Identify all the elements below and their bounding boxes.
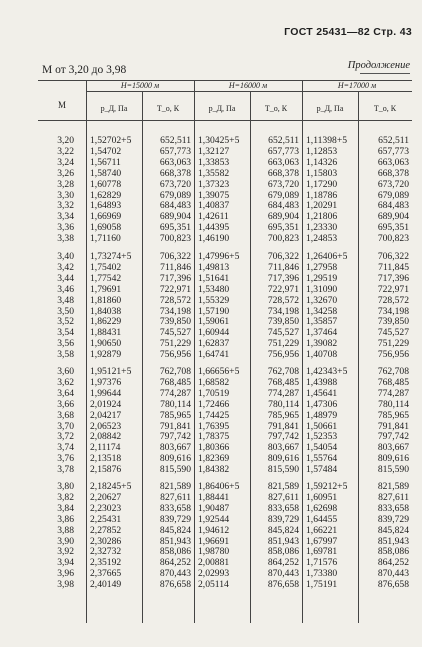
temperature-header: T_о, К bbox=[264, 104, 288, 113]
altitude-rule bbox=[86, 91, 412, 92]
temperature-header: T_о, К bbox=[156, 104, 180, 113]
pressure-cell: 1,86406+5 1,88441 1,90487 1,92544 1,94612 1,96691 1,98780 2,00881 2,02993 2,05114 bbox=[198, 481, 240, 591]
column-rule bbox=[142, 91, 143, 623]
mach-number-cell: 3,80 3,82 3,84 3,86 3,88 3,90 3,92 3,94 3,96 3,98 bbox=[57, 481, 74, 591]
mach-number-cell: 3,60 3,62 3,64 3,66 3,68 3,70 3,72 3,74 3,76 3,78 bbox=[57, 366, 74, 476]
atmosphere-table bbox=[38, 80, 412, 623]
temperature-cell: 821,589 827,611 833,658 839,729 845,824 851,943 858,086 864,252 870,443 876,658 bbox=[159, 481, 191, 591]
continuation-label: Продолжение bbox=[347, 60, 410, 71]
altitude-header: H=16000 м bbox=[228, 81, 268, 90]
temperature-cell: 706,322 711,845 717,396 722,971 728,572 734,198 739,850 745,527 751,229 756,956 bbox=[377, 251, 409, 361]
pressure-cell: 2,18245+5 2,20627 2,23023 2,25431 2,27852 2,30286 2,32732 2,35192 2,37665 2,40149 bbox=[90, 481, 132, 591]
temperature-cell: 762,708 768,485 774,287 780,114 785,965 791,841 797,742 803,667 809,616 815,590 bbox=[377, 366, 409, 476]
pressure-cell: 1,95121+5 1,97376 1,99644 2,01924 2,04217 2,06523 2,08842 2,11174 2,13518 2,15876 bbox=[90, 366, 132, 476]
temperature-cell: 821,589 827,611 833,658 839,729 845,824 851,943 858,086 864,252 870,443 876,658 bbox=[267, 481, 299, 591]
temperature-cell: 762,708 768,485 774,287 780,114 785,965 791,841 797,742 803,667 809,616 815,590 bbox=[267, 366, 299, 476]
temperature-cell: 821,589 827,611 833,658 839,729 845,824 851,943 858,086 864,252 870,443 876,658 bbox=[377, 481, 409, 591]
temperature-header: T_о, К bbox=[373, 104, 397, 113]
altitude-header: H=17000 м bbox=[337, 81, 377, 90]
temperature-cell: 706,322 711,846 717,396 722,971 728,572 734,198 739,850 745,527 751,229 756,956 bbox=[159, 251, 191, 361]
pressure-header: p_Д, Па bbox=[208, 104, 236, 113]
header-bottom-rule bbox=[38, 120, 412, 121]
column-rule bbox=[250, 91, 251, 623]
temperature-cell: 652,511 657,773 663,063 668,378 673,720 679,089 684,483 689,904 695,351 700,823 bbox=[159, 135, 191, 245]
mach-number-cell: 3,40 3,42 3,44 3,46 3,48 3,50 3,52 3,54 3,56 3,58 bbox=[57, 251, 74, 361]
continuation-underline bbox=[360, 73, 410, 74]
altitude-header: H=15000 м bbox=[120, 81, 160, 90]
pressure-cell: 1,47996+5 1,49813 1,51641 1,53480 1,55329 1,57190 1,59061 1,60944 1,62837 1,64741 bbox=[198, 251, 240, 361]
pressure-cell: 1,52702+5 1,54702 1,56711 1,58740 1,60778 1,62829 1,64893 1,66969 1,69058 1,71160 bbox=[90, 135, 132, 245]
temperature-cell: 652,511 657,773 663,063 668,378 673,720 679,089 684,483 689,904 695,351 700,823 bbox=[267, 135, 299, 245]
pressure-cell: 1,30425+5 1,32127 1,33853 1,35582 1,37323 1,39075 1,40837 1,42611 1,44395 1,46190 bbox=[198, 135, 240, 245]
pressure-cell: 1,59212+5 1,60951 1,62698 1,64455 1,66221 1,67997 1,69781 1,71576 1,73380 1,75191 bbox=[306, 481, 348, 591]
column-rule bbox=[358, 91, 359, 623]
column-rule bbox=[194, 80, 195, 623]
pressure-cell: 1,66656+5 1,68582 1,70519 1,72466 1,74425 1,76395 1,78375 1,80366 1,82369 1,84382 bbox=[198, 366, 240, 476]
page-header: ГОСТ 25431—82 Стр. 43 bbox=[284, 26, 412, 38]
mach-range-label: M от 3,20 до 3,98 bbox=[42, 64, 127, 76]
m-column-header: M bbox=[57, 100, 66, 110]
pressure-header: p_Д, Па bbox=[316, 104, 344, 113]
column-rule bbox=[302, 80, 303, 623]
temperature-cell: 762,708 768,485 774,287 780,114 785,965 791,841 797,742 803,667 809,616 815,590 bbox=[159, 366, 191, 476]
pressure-header: p_Д, Па bbox=[100, 104, 128, 113]
temperature-cell: 706,322 711,846 717,396 722,971 728,572 734,198 739,850 745,527 751,229 756,956 bbox=[267, 251, 299, 361]
pressure-cell: 1,73274+5 1,75402 1,77542 1,79691 1,81860 1,84038 1,86229 1,88431 1,90650 1,92879 bbox=[90, 251, 132, 361]
pressure-cell: 1,42343+5 1,43988 1,45641 1,47306 1,48979 1,50661 1,52353 1,54054 1,55764 1,57484 bbox=[306, 366, 348, 476]
pressure-cell: 1,26406+5 1,27958 1,29519 1,31090 1,32670 1,34258 1,35857 1,37464 1,39082 1,40708 bbox=[306, 251, 348, 361]
column-rule bbox=[86, 80, 87, 623]
pressure-cell: 1,11398+5 1,12853 1,14326 1,15803 1,17290 1,18786 1,20291 1,21806 1,23330 1,24853 bbox=[306, 135, 348, 245]
temperature-cell: 652,511 657,773 663,063 668,378 673,720 679,089 684,483 689,904 695,351 700,823 bbox=[377, 135, 409, 245]
mach-number-cell: 3,20 3,22 3,24 3,26 3,28 3,30 3,32 3,34 3,36 3,38 bbox=[57, 135, 74, 245]
